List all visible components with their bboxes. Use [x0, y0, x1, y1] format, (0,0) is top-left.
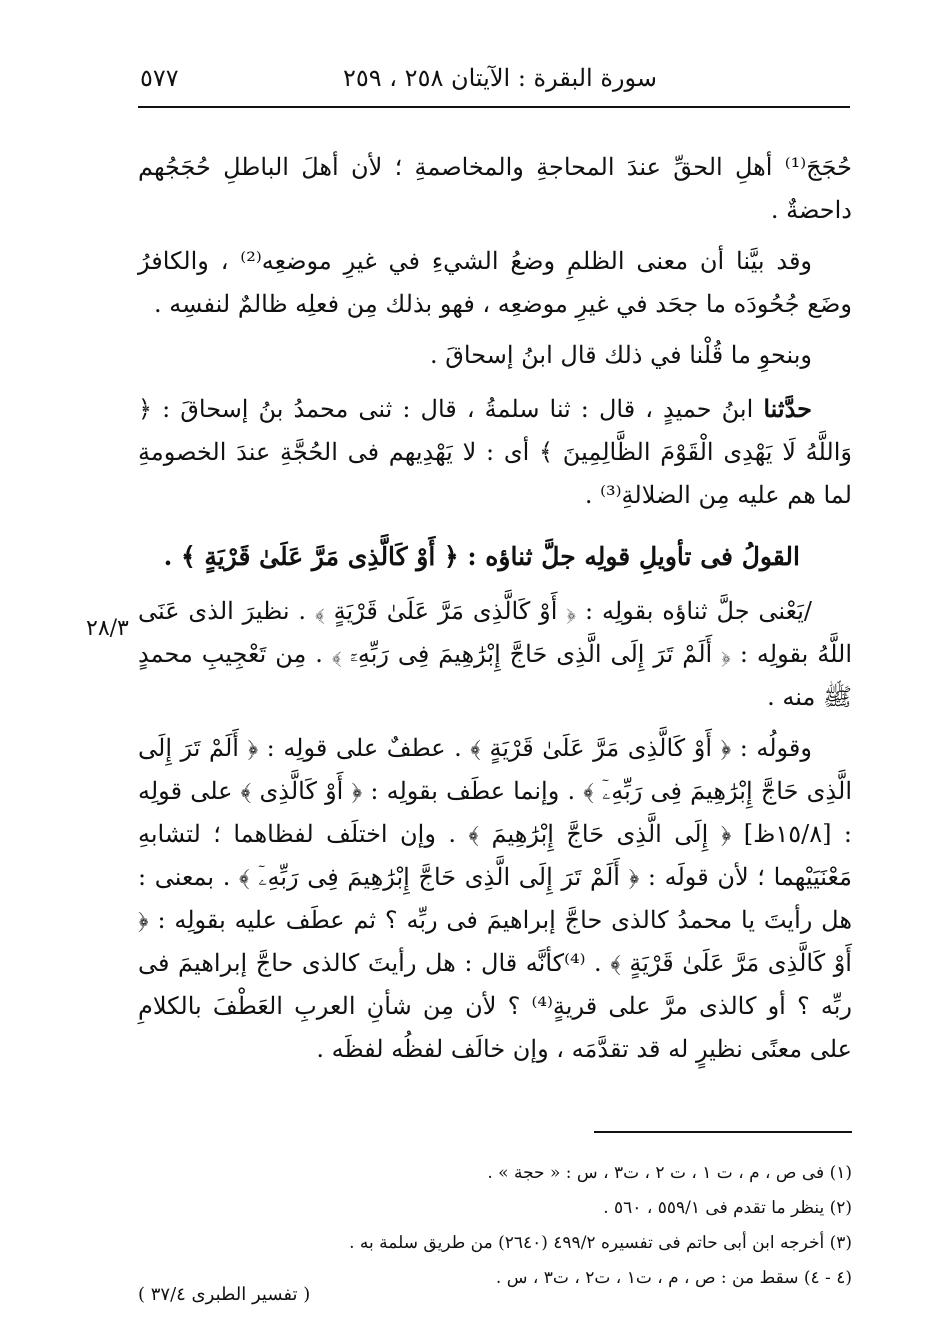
paragraph-3: وبنحوِ ما قُلْنا في ذلك قال ابنُ إسحاقَ .: [430, 341, 812, 369]
footnote-3: (٣) أخرجه ابن أبى حاتم فى تفسيره ٤٩٩/٢ (٢٦٤٠) من طريق سلمة به .: [349, 1233, 852, 1253]
hadith-lead: حدَّثنا: [763, 394, 812, 423]
body-text-upper: [138, 146, 852, 1071]
paragraph-4: [138, 387, 852, 517]
paragraph-6: وقولُه : ﴿ أَوْ كَالَّذِى مَرَّ عَلَىٰ قَرْيَةٍ ﴾ . عطفٌ على قولِه : ﴿ أَلَمْ تَرَ إِلَى الَّذِى حَاجَّ إِبْرَٰهِيمَ فِى رَبِّهِۦٓ ﴾ . وإنما عطَف بقولِه : ﴿ أَوْ كَالَّذِى ﴾ على قولِه : [١٥/٨ظ] ﴿ إِلَى الَّذِى حَاجَّ إِبْرَٰهِيمَ ﴾ . وإن اختلَف لفظاهما ؛ لتشابهِ مَعْنَيَيْهما ؛ لأن قولَه : ﴿ أَلَمْ تَرَ إِلَى الَّذِى حَاجَّ إِبْرَٰهِيمَ فِى رَبِّهِۦٓ ﴾ . بمعنى : هل رأيتَ يا محمدُ كالذى حاجَّ إبراهيمَ فى ربِّه ؟ ثم عطَف عليه بقولِه : ﴿ أَوْ كَالَّذِى مَرَّ عَلَىٰ قَرْيَةٍ ﴾ . ⁽⁴⁾كأنَّه قال : هل رأيتَ كالذى حاجَّ إبراهيمَ فى ربِّه ؟ أو كالذى مرَّ على قريةٍ⁽⁴⁾ ؟ لأن مِن شأنِ العربِ العَطْفَ بالكلامِ على معنًى نظيرٍ له قد تقدَّمَه ، وإن خالَف لفظُه لفظَه .: [138, 734, 852, 1063]
footnote-4: (٤ - ٤) سقط من : ص ، م ، ت١ ، ت٢ ، ت٣ ، س .: [495, 1268, 852, 1288]
footnote-2: (٢) ينظر ما تقدم فى ٥٥٩/١ ، ٥٦٠ .: [603, 1198, 852, 1218]
footnotes: [300, 1156, 852, 1296]
paragraph-5: /يَعْنى جلَّ ثناؤه بقولِه : ﴿ أَوْ كَالَّذِى مَرَّ عَلَىٰ قَرْيَةٍ ﴾ . نظيرَ الذى عَنَى اللَّهُ بقولِه : ﴿ أَلَمْ تَرَ إِلَى الَّذِى حَاجَّ إِبْرَٰهِيمَ فِى رَبِّهِۦٓ ﴾ . مِن تَعْجِيبِ محمدٍ ﷺ منه .: [138, 597, 852, 711]
paragraph-2: وقد بيَّنا أن معنى الظلمِ وضعُ الشيءِ في غيرِ موضعِه⁽²⁾ ، والكافرُ وضَع جُحُودَه ما جحَد في غيرِ موضعِه ، فهو بذلك مِن فعلِه ظالمٌ لنفسِه .: [138, 247, 852, 318]
footnote-divider: [594, 1131, 852, 1133]
volume-signature: ( تفسير الطبرى ٣٧/٤ ): [138, 1284, 311, 1305]
section-heading: القولُ فى تأويلِ قولِه جلَّ ثناؤه : ﴿ أَوْ كَالَّذِى مَرَّ عَلَىٰ قَرْيَةٍ ﴾ .: [163, 542, 800, 571]
footnote-1: (١) فى ص ، م ، ت ١ ، ت ٢ ، ت٣ ، س : « حجة » .: [487, 1163, 852, 1183]
running-title: سورة البقرة : الآيتان ٢٥٨ ، ٢٥٩: [342, 64, 658, 92]
margin-volume-page-note: ٢٨/٣: [86, 616, 129, 641]
page-number: ٥٧٧: [140, 64, 179, 92]
paragraph-1: حُجَجَ⁽¹⁾ أهلِ الحقِّ عندَ المحاجةِ والمخاصمةِ ؛ لأن أهلَ الباطلِ حُجَجُهم داحضةٌ .: [138, 153, 852, 224]
header-divider: [138, 106, 850, 108]
hadith-text: ابنُ حميدٍ ، قال : ثنا سلمةُ ، قال : ثنى محمدُ بنُ إسحاقَ : ﴿ وَاللَّهُ لَا يَهْدِى الْقَوْمَ الظَّالِمِينَ ﴾ أى : لا يَهْدِيهم فى الحُجَّةِ عندَ الخصومةِ لما هم عليه مِن الضلالةِ⁽³⁾ .: [138, 395, 852, 509]
